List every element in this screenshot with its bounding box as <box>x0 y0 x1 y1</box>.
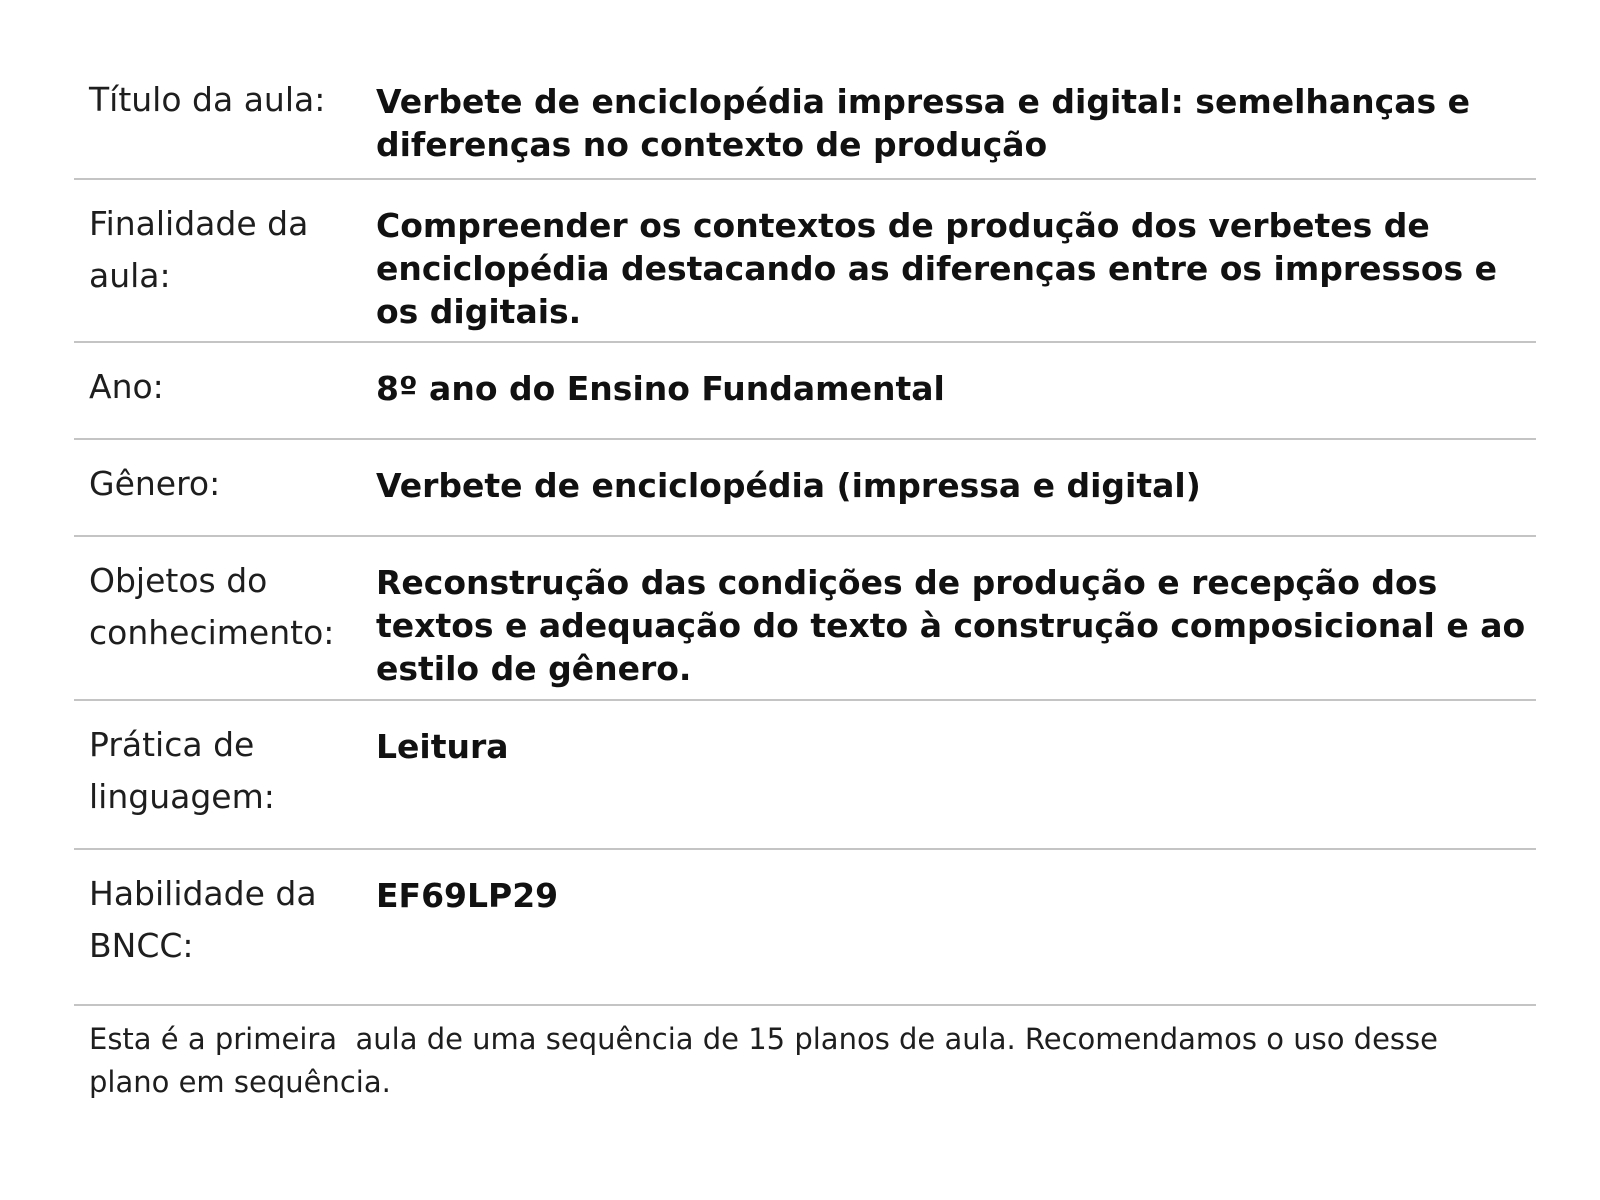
year-value: 8º ano do Ensino Fundamental <box>376 369 945 408</box>
lesson-title-label: Título da aula: <box>89 80 326 119</box>
language-practice-value: Leitura <box>376 727 509 766</box>
row-genre <box>74 440 1536 537</box>
language-practice-label: Prática de linguagem: <box>89 725 275 816</box>
sequence-note: Esta é a primeira aula de uma sequência de 15 planos de aula. Recomendamos o uso desse plano em sequência. <box>89 1022 1448 1099</box>
lesson-purpose-label: Finalidade da aula: <box>89 204 309 295</box>
lesson-purpose-value: Compreender os contextos de produção dos verbetes de enciclopédia destacando as diferenças entre os impressos e os digitais. <box>376 206 1498 331</box>
lesson-title-value: Verbete de enciclopédia impressa e digital: semelhanças e diferenças no contexto de produção <box>376 82 1471 164</box>
row-lesson-title <box>74 58 1536 180</box>
lesson-info-table <box>74 58 1536 1006</box>
bncc-skill-value: EF69LP29 <box>376 876 559 915</box>
knowledge-objects-label: Objetos do conhecimento: <box>89 561 335 652</box>
genre-label: Gênero: <box>89 464 221 503</box>
knowledge-objects-value: Reconstrução das condições de produção e recepção dos textos e adequação do texto à construção composicional e ao estilo de gênero. <box>376 563 1526 688</box>
bncc-skill-label: Habilidade da BNCC: <box>89 874 317 965</box>
year-label: Ano: <box>89 367 164 406</box>
row-language-practice <box>74 701 1536 850</box>
row-lesson-purpose <box>74 180 1536 343</box>
genre-value: Verbete de enciclopédia (impressa e digital) <box>376 466 1201 505</box>
row-bncc-skill <box>74 850 1536 1006</box>
row-knowledge-objects <box>74 537 1536 701</box>
row-year <box>74 343 1536 440</box>
